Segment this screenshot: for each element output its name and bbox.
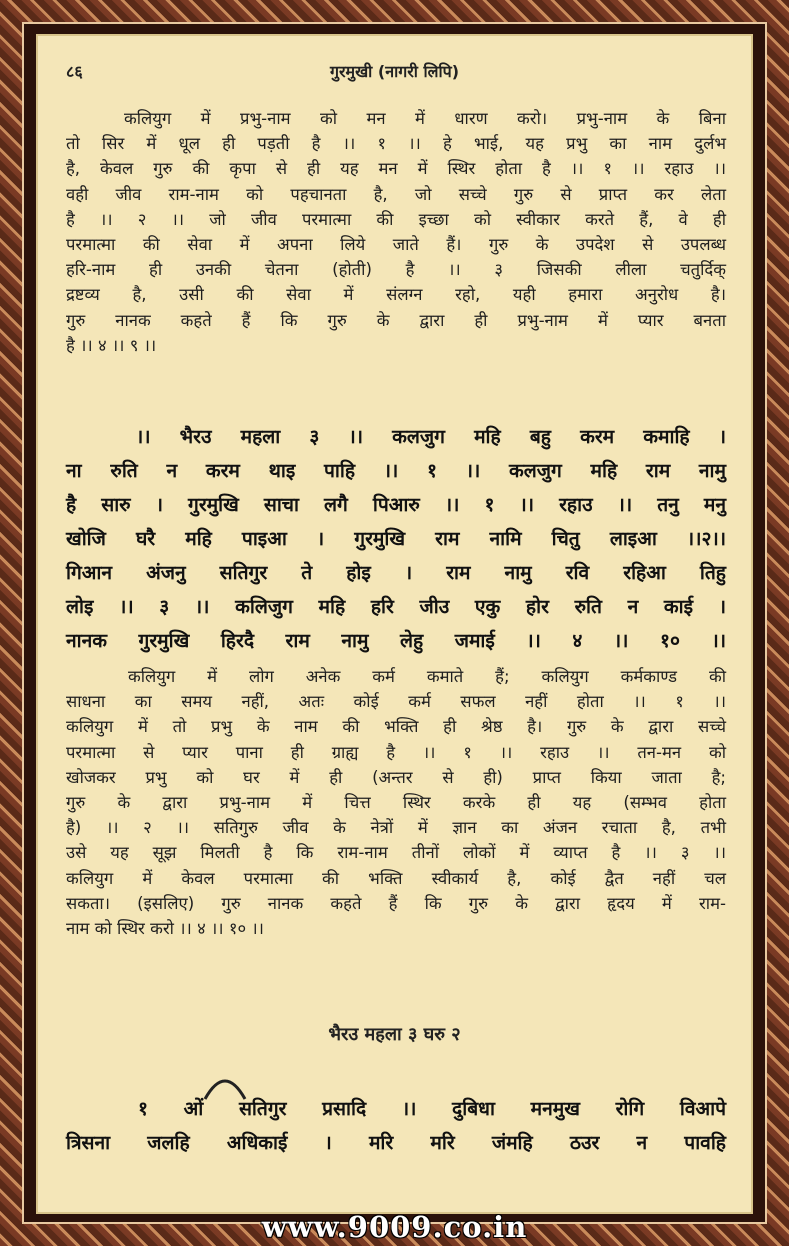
scripture-page (36, 34, 753, 1214)
page-header (36, 60, 753, 82)
text-line: है, केवल गुरु की कृपा से ही यह मन में स्थिर होता है ।। १ ।। रहाउ ।। (66, 159, 726, 179)
verse-line: नानक गुरमुखि हिरदै राम नामु लेहु जमाई ।। ४ ।। १० ।। (66, 629, 726, 652)
page-number: ८६ (66, 62, 83, 81)
section-heading: भैरउ महला ३ घरु २ (328, 1024, 461, 1045)
text-line: तो सिर में धूल ही पड़ती है ।। १ ।। हे भाई, यह प्रभु का नाम दुर्लभ (66, 134, 726, 154)
text-line: द्रष्टव्य है, उसी की सेवा में संलग्न रहो, यही हमारा अनुरोध है। (66, 285, 726, 305)
text-line: है ।। ४ ।। ९ ।। (66, 335, 157, 355)
verse-line: है सारु । गुरमुखि साचा लगै पिआरु ।। १ ।। रहाउ ।। तनु मनु (66, 493, 726, 516)
text-line: कलियुग में केवल परमात्मा की भक्ति स्वीकार्य है, कोई द्वैत नहीं चल (66, 868, 726, 888)
text-line: गुरु नानक कहते हैं कि गुरु के द्वारा ही प्रभु-नाम में प्यार बनता (66, 310, 726, 330)
verse-line: १ ओं सतिगुर प्रसादि ।। दुबिधा मनमुख रोगि विआपे (138, 1097, 726, 1120)
text-line: है ।। २ ।। जो जीव परमात्मा की इच्छा को स्वीकार करते हैं, वे ही (66, 209, 726, 229)
verse-line: ना रुति न करम थाइ पाहि ।। १ ।। कलजुग महि राम नामु (66, 459, 726, 482)
verse-line: खोजि घरै महि पाइआ । गुरमुखि राम नामि चितु लाइआ ।।२।। (66, 527, 726, 550)
text-line: कलियुग में प्रभु-नाम को मन में धारण करो। प्रभु-नाम के बिना (124, 109, 726, 128)
text-line: साधना का समय नहीं, अतः कोई कर्म सफल नहीं होता ।। १ ।। (66, 692, 726, 712)
text-line: परमात्मा से प्यार पाना ही ग्राह्य है ।। १ ।। रहाउ ।। तन-मन को (66, 742, 726, 762)
verse-line: ।। भैरउ महला ३ ।। कलजुग महि बहु करम कमाहि । (136, 425, 726, 448)
verse-line: गिआन अंजनु सतिगुर ते होइ । राम नामु रवि रहिआ तिहु (66, 561, 726, 584)
text-line: कलियुग में लोग अनेक कर्म कमाते हैं; कलियुग कर्मकाण्ड की (128, 667, 726, 686)
text-line: हरि-नाम ही उनकी चेतना (होती) है ।। ३ जिसकी लीला चतुर्दिक् (66, 260, 726, 280)
text-line: वही जीव राम-नाम को पहचानता है, जो सच्चे गुरु से प्राप्त कर लेता (66, 184, 726, 204)
translation-paragraph-1 (66, 106, 726, 358)
text-line: सकता। (इसलिए) गुरु नानक कहते हैं कि गुरु के द्वारा हृदय में राम- (66, 893, 726, 913)
text-line: गुरु के द्वारा प्रभु-नाम में चित्त स्थिर करके ही यह (सम्भव होता (66, 793, 726, 813)
text-line: नाम को स्थिर करो ।। ४ ।। १० ।। (66, 919, 264, 939)
ek-onkar-arc (201, 1069, 249, 1103)
translation-paragraph-2 (66, 664, 726, 941)
page-title: गुरमुखी (नागरी लिपि) (329, 62, 460, 81)
text-line: परमात्मा की सेवा में अपना लिये जाते हैं। गुरु के उपदेश से उपलब्ध (66, 235, 726, 255)
gurbani-verse-2 (66, 1092, 726, 1160)
text-line: खोजकर प्रभु को घर में ही (अन्तर से ही) प्राप्त किया जाता है; (66, 767, 726, 787)
gurbani-verse-1 (66, 420, 726, 658)
text-line: है) ।। २ ।। सतिगुरु जीव के नेत्रों में ज्ञान का अंजन रचाता है, तभी (66, 818, 726, 838)
verse-line: लोइ ।। ३ ।। कलिजुग महि हरि जीउ एकु होर रुति न काई । (66, 595, 726, 618)
website-url: www.9009.co.in (261, 1210, 528, 1244)
text-line: उसे यह सूझ मिलती है कि राम-नाम तीनों लोकों में व्याप्त है ।। ३ ।। (66, 843, 726, 863)
text-line: कलियुग में तो प्रभु के नाम की भक्ति ही श्रेष्ठ है। गुरु के द्वारा सच्चे (66, 717, 726, 737)
verse-line: त्रिसना जलहि अधिकाई । मरि मरि जंमहि ठउर न पावहि (66, 1131, 726, 1154)
